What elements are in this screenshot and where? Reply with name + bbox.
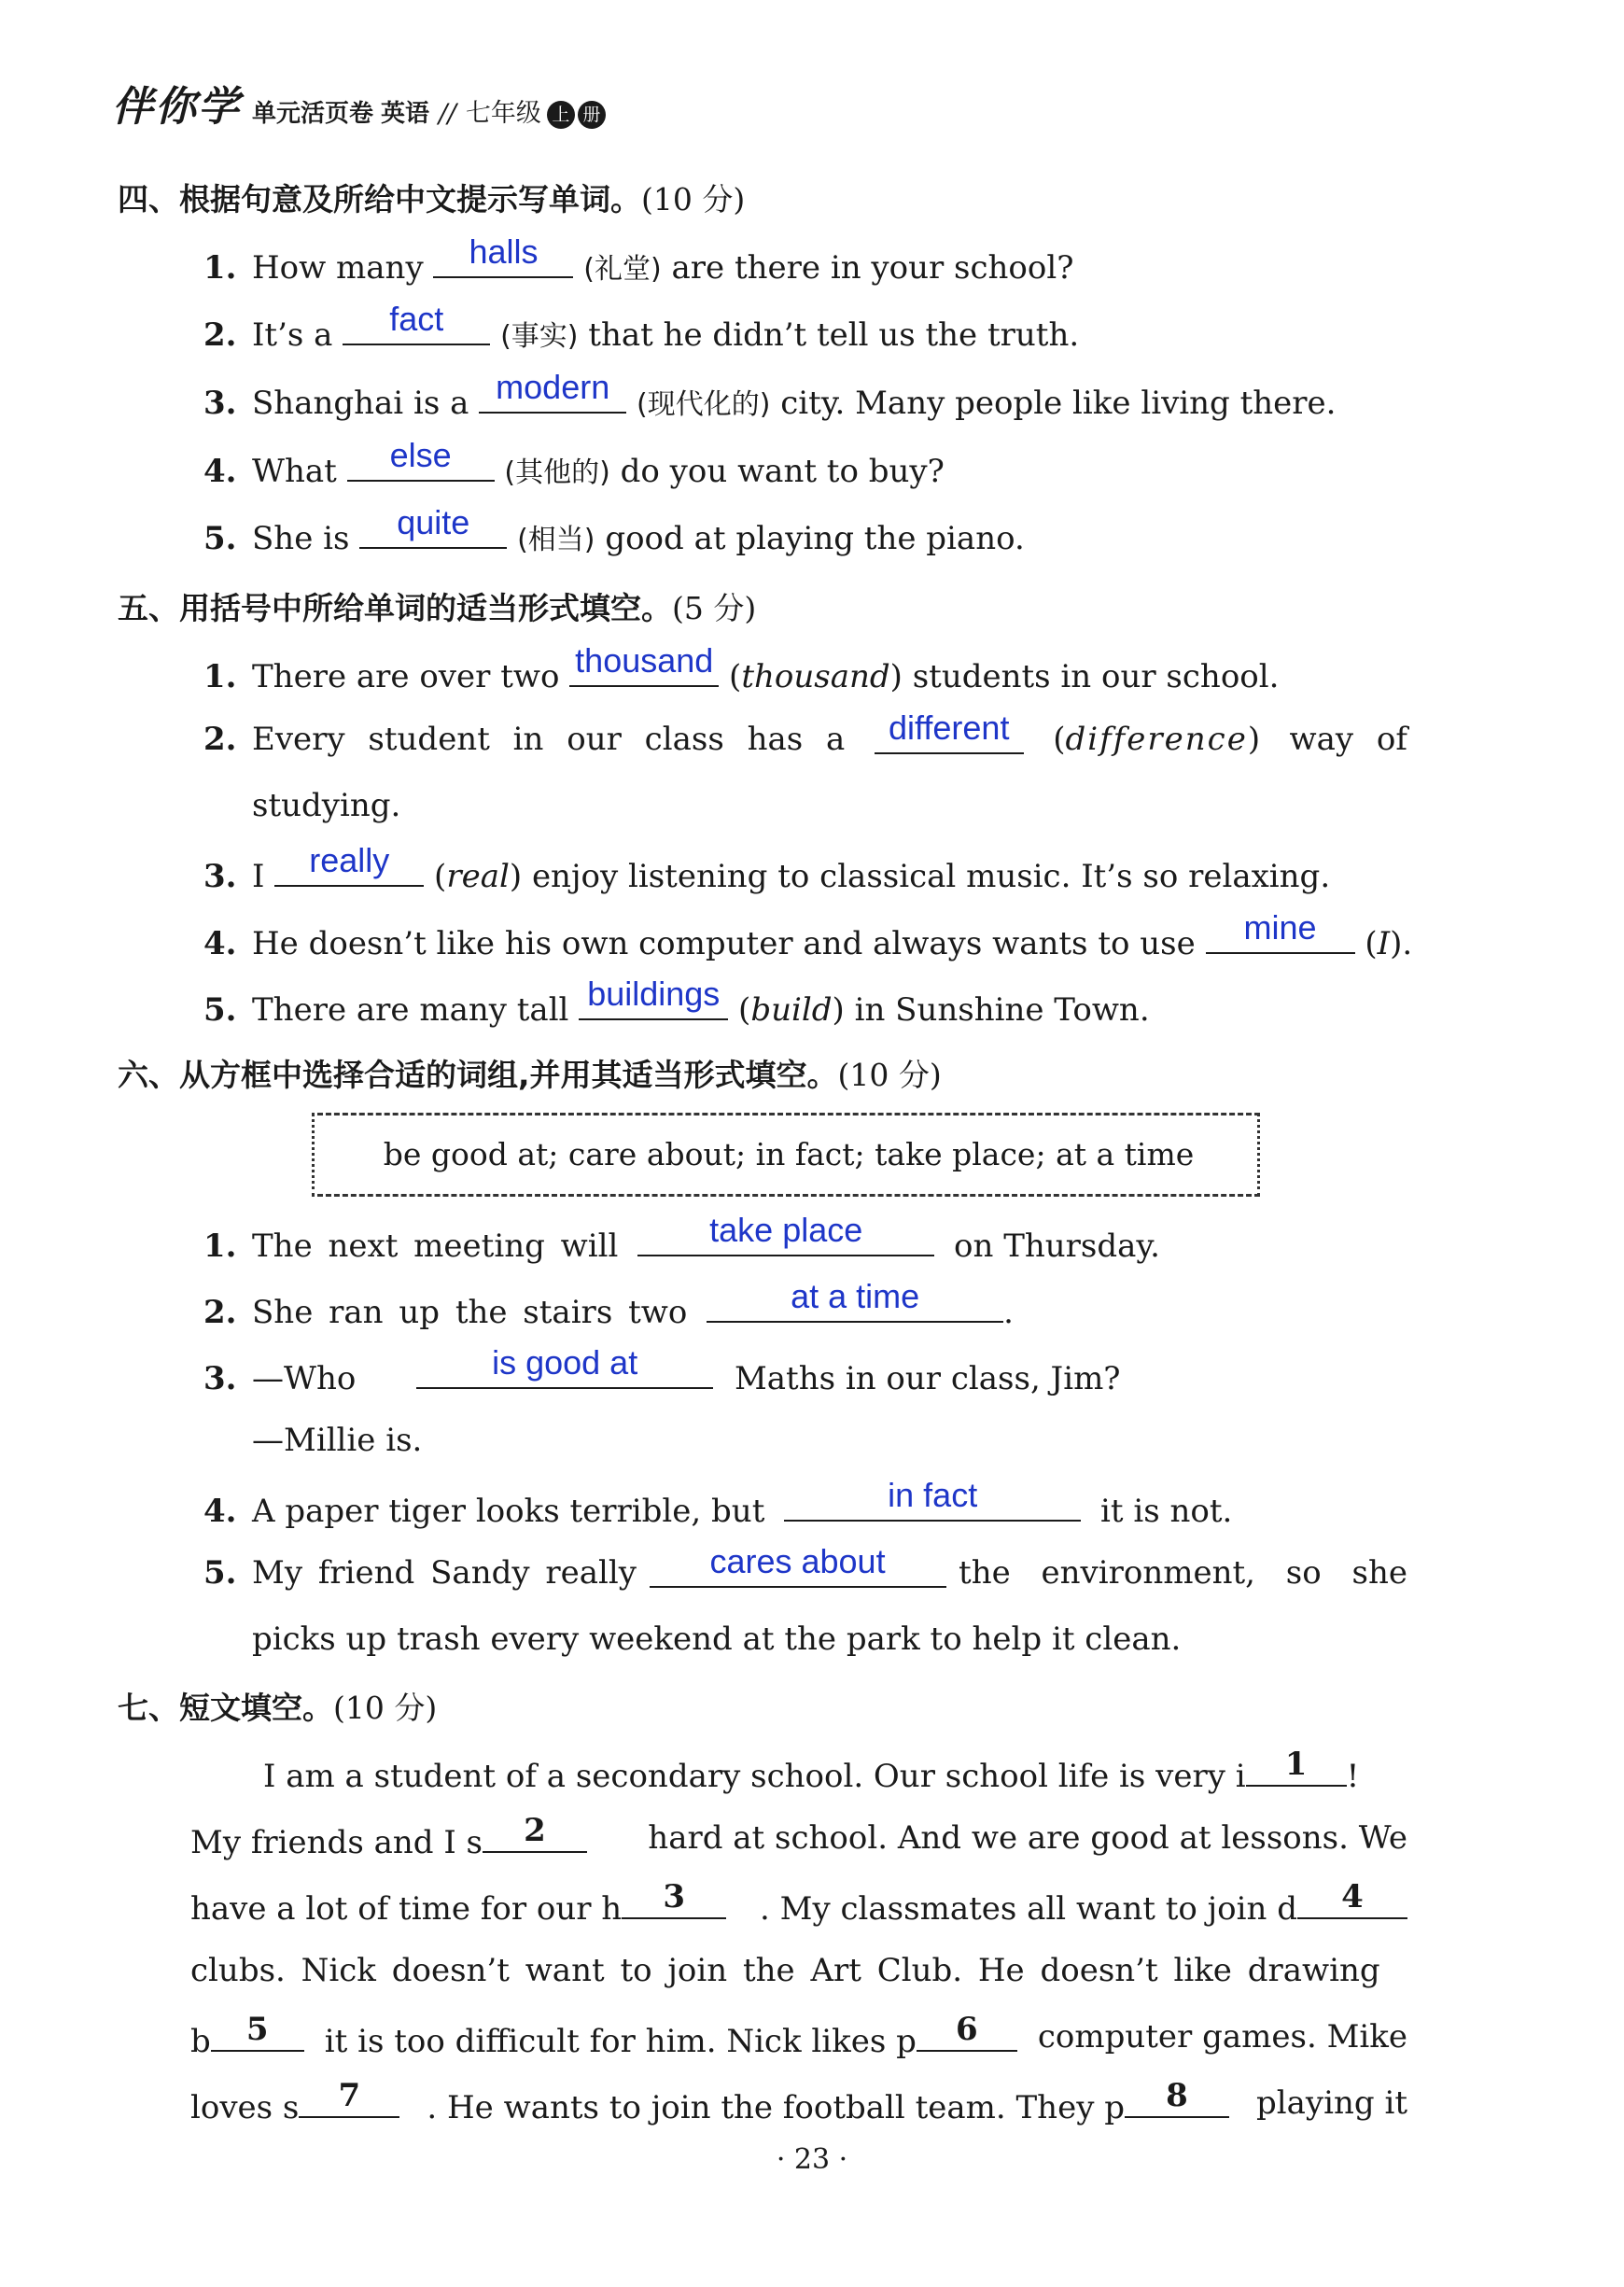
grade-label: 七年级 — [465, 99, 541, 128]
answer-blank[interactable]: quite — [359, 515, 507, 549]
answer-blank[interactable]: is good at — [416, 1355, 713, 1389]
answer-blank[interactable]: halls — [433, 245, 573, 278]
cloze-line-6: loves s 7 . He wants to join the football team. They p 8 playing it — [190, 2077, 1407, 2126]
term-book-badge: 册 — [578, 101, 606, 129]
cloze-blank[interactable]: 2 — [483, 1819, 587, 1853]
cloze-blank[interactable]: 5 — [211, 2018, 304, 2052]
sec6-item-3-cont: —Millie is. — [252, 1422, 423, 1459]
answer-blank[interactable]: in fact — [784, 1488, 1081, 1522]
cloze-blank[interactable]: 7 — [299, 2084, 399, 2118]
section-4-title: 四、根据句意及所给中文提示写单词。(10 分) — [118, 181, 746, 217]
cloze-line-2: My friends and I s 2 hard at school. And we are good at lessons. We — [190, 1812, 1407, 1861]
page-header — [112, 77, 606, 133]
sec5-item-3: 3. I really (real) enjoy listening to classical music. It’s so relaxing. — [203, 841, 1331, 895]
word-bank-box: be good at; care about; in fact; take place; at a time — [317, 1113, 1260, 1197]
series-title: 单元活页卷 — [252, 100, 374, 128]
sec6-item-5-cont: picks up trash every weekend at the park to help it clean. — [252, 1621, 1182, 1658]
answer-blank[interactable]: mine — [1206, 920, 1355, 954]
header-slash: // — [439, 98, 456, 129]
sec6-item-5: 5. My friend Sandy really cares about the environment, so she — [203, 1542, 1407, 1592]
cloze-blank[interactable]: 8 — [1125, 2084, 1229, 2118]
sec5-item-1: 1. There are over two thousand (thousand) students in our school. — [203, 641, 1280, 695]
sec5-item-2-cont: studying. — [252, 787, 401, 824]
cloze-line-3: have a lot of time for our h 3 . My classmates all want to join d 4 — [190, 1886, 1407, 1928]
cloze-line-4: clubs. Nick doesn’t want to join the Art Club. He doesn’t like drawing — [190, 1952, 1380, 1989]
term-badges — [541, 101, 606, 133]
answer-blank[interactable]: modern — [479, 380, 626, 414]
sec4-item-5: 5. She is quite (相当) good at playing the piano. — [203, 503, 1025, 557]
section-7-title: 七、短文填空。(10 分) — [118, 1690, 438, 1726]
answer-blank[interactable]: at a time — [707, 1289, 1003, 1323]
sec4-item-2: 2. It’s a fact (事实) that he didn’t tell us the truth. — [203, 300, 1080, 354]
answer-blank[interactable]: buildings — [579, 987, 728, 1020]
term-up-badge: 上 — [547, 101, 575, 129]
sec4-item-3: 3. Shanghai is a modern (现代化的) city. Many people like living there. — [203, 368, 1337, 422]
section-5-title: 五、用括号中所给单词的适当形式填空。(5 分) — [118, 590, 757, 626]
answer-blank[interactable]: different — [875, 721, 1024, 754]
sec6-item-4: 4. A paper tiger looks terrible, but in fact it is not. — [203, 1476, 1233, 1530]
answer-blank[interactable]: really — [274, 853, 424, 887]
sec5-item-2: 2. Every student in our class has a different (difference) way of — [203, 709, 1407, 758]
sec5-item-5: 5. There are many tall buildings (build) in Sunshine Town. — [203, 975, 1150, 1029]
sec6-item-2: 2. She ran up the stairs two at a time . — [203, 1277, 1014, 1331]
sec6-item-1: 1. The next meeting will take place on Thursday. — [203, 1211, 1160, 1265]
cloze-blank[interactable]: 6 — [917, 2018, 1017, 2052]
brand-title: 伴你学 — [112, 83, 241, 131]
cloze-line-5: b 5 it is too difficult for him. Nick likes p 6 computer games. Mike — [190, 2011, 1407, 2060]
sec5-item-4: 4. He doesn’t like his own computer and always wants to use mine (I). — [203, 908, 1413, 962]
page-number: · 23 · — [776, 2143, 848, 2176]
subject-label: 英语 — [381, 100, 430, 128]
sec4-item-1: 1. How many halls (礼堂) are there in your school? — [203, 232, 1074, 287]
sec4-item-4: 4. What else (其他的) do you want to buy? — [203, 436, 945, 490]
section-6-title: 六、从方框中选择合适的词组,并用其适当形式填空。(10 分) — [118, 1057, 942, 1093]
cloze-blank[interactable]: 4 — [1297, 1886, 1407, 1919]
cloze-line-1: I am a student of a secondary school. Our school life is very i 1 ! — [263, 1746, 1360, 1795]
answer-blank[interactable]: else — [347, 448, 495, 482]
answer-blank[interactable]: thousand — [569, 653, 719, 687]
answer-blank[interactable]: fact — [343, 312, 490, 345]
answer-blank[interactable]: cares about — [650, 1554, 946, 1588]
cloze-blank[interactable]: 1 — [1246, 1753, 1347, 1787]
sec6-item-3: 3. —Who is good at Maths in our class, Jim? — [203, 1343, 1121, 1397]
answer-blank[interactable]: take place — [637, 1223, 934, 1256]
cloze-blank[interactable]: 3 — [622, 1886, 726, 1919]
